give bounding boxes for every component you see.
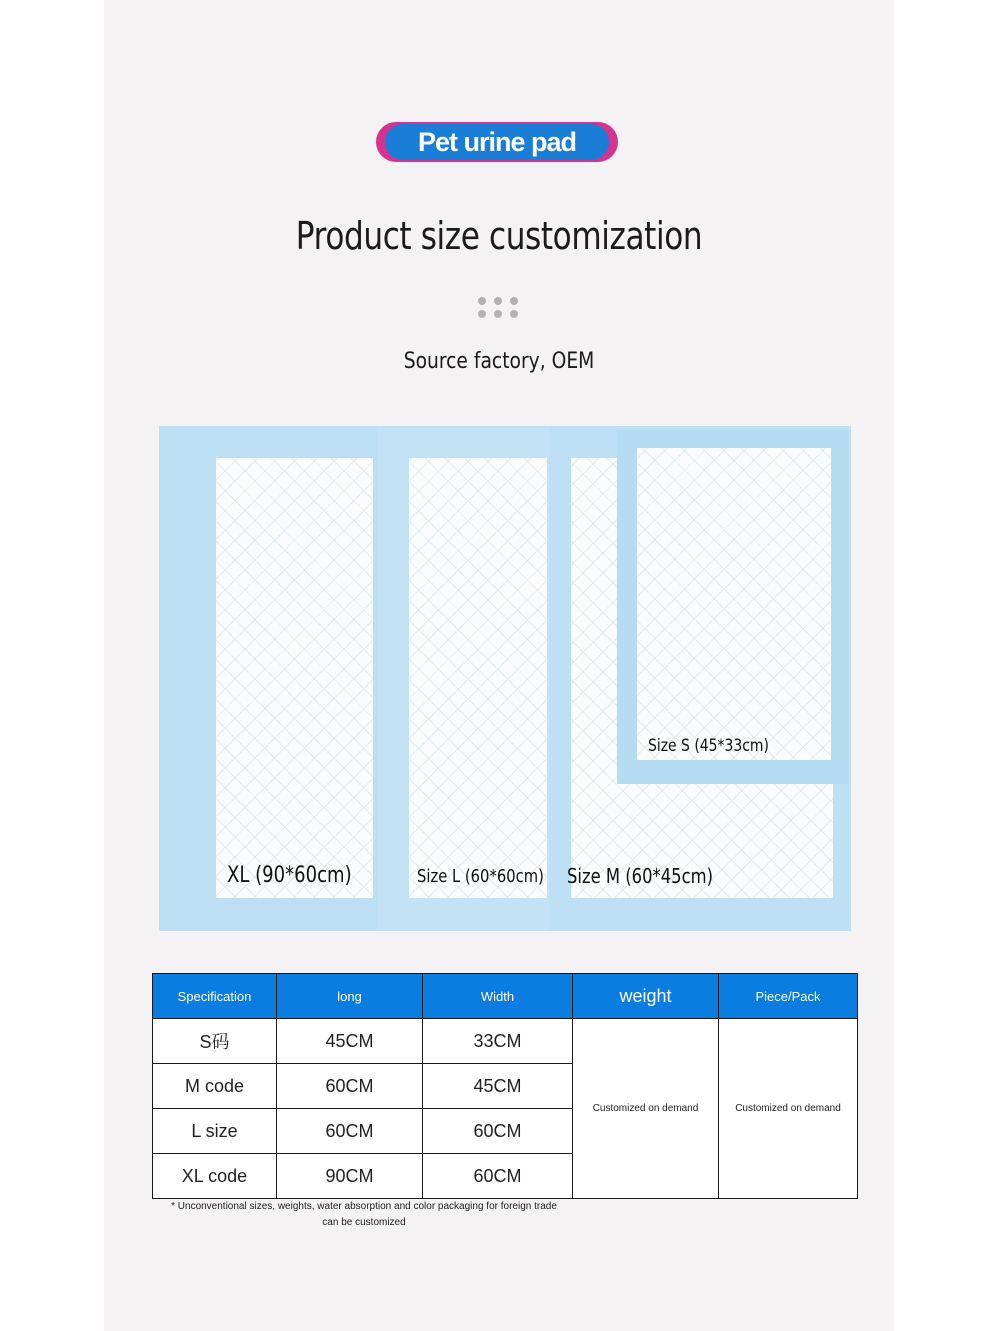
header-specification: Specification bbox=[153, 974, 277, 1019]
pad-m-label: Size M (60*45cm) bbox=[567, 864, 713, 888]
headline: Product size customization bbox=[295, 214, 703, 258]
cell-pack-note: Customized on demand bbox=[719, 1019, 858, 1199]
footnote: * Unconventional sizes, weights, water absorption and color packaging for foreign trade can be customized bbox=[171, 1201, 557, 1228]
pad-xl-label: XL (90*60cm) bbox=[227, 863, 352, 888]
cell-width: 45CM bbox=[423, 1064, 573, 1109]
cell-long: 60CM bbox=[277, 1109, 423, 1154]
header-long: long bbox=[277, 974, 423, 1019]
cell-spec: L size bbox=[153, 1109, 277, 1154]
cell-width: 60CM bbox=[423, 1154, 573, 1199]
table-header-row bbox=[153, 974, 858, 1019]
header-piece-pack: Piece/Pack bbox=[719, 974, 858, 1019]
cell-long: 45CM bbox=[277, 1019, 423, 1064]
cell-long: 60CM bbox=[277, 1064, 423, 1109]
dots-divider-icon bbox=[478, 297, 518, 319]
cell-spec: S码 bbox=[153, 1019, 277, 1064]
pad-l-label: Size L (60*60cm) bbox=[417, 866, 544, 887]
subheadline: Source factory, OEM bbox=[403, 349, 595, 374]
cell-width: 60CM bbox=[423, 1109, 573, 1154]
cell-weight-note: Customized on demand bbox=[573, 1019, 719, 1199]
header-weight: weight bbox=[573, 974, 719, 1019]
pad-s-core bbox=[637, 448, 831, 760]
header-width: Width bbox=[423, 974, 573, 1019]
badge-label: Pet urine pad bbox=[385, 124, 609, 160]
table-row bbox=[153, 1019, 858, 1064]
product-photo bbox=[159, 426, 851, 931]
title-badge bbox=[376, 122, 618, 162]
cell-spec: XL code bbox=[153, 1154, 277, 1199]
cell-long: 90CM bbox=[277, 1154, 423, 1199]
pad-xl-core bbox=[216, 458, 373, 898]
cell-spec: M code bbox=[153, 1064, 277, 1109]
pad-s-label: Size S (45*33cm) bbox=[648, 736, 769, 756]
spec-table bbox=[152, 973, 858, 1199]
pad-l-core bbox=[409, 458, 547, 898]
cell-width: 33CM bbox=[423, 1019, 573, 1064]
